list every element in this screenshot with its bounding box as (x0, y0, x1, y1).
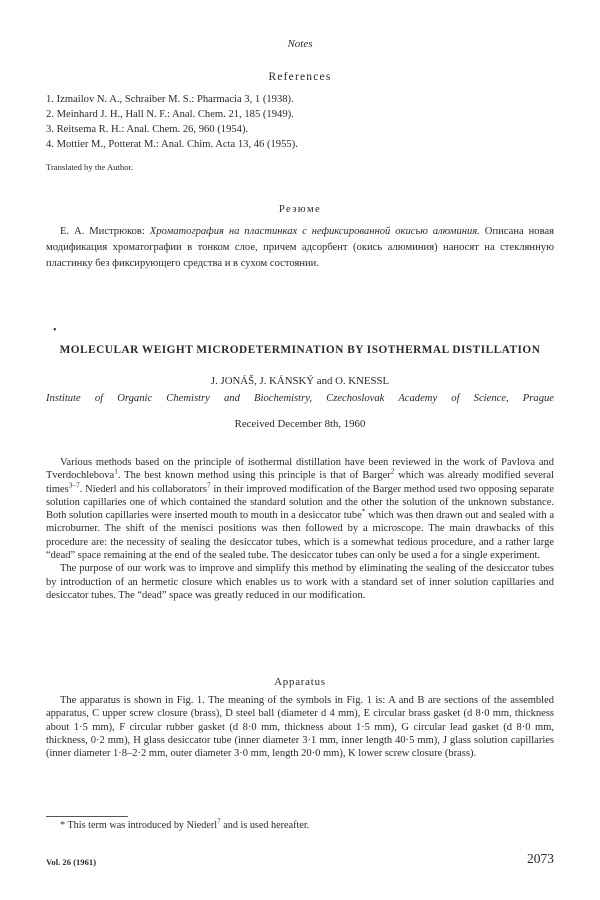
article-body (46, 456, 554, 602)
footnote: * This term was introduced by Niederl$^7$ and is used hereafter. (60, 817, 310, 831)
stray-mark: • (53, 325, 57, 336)
references-heading: References (268, 71, 332, 83)
footnote-divider (46, 816, 128, 817)
paragraph-1: Various methods based on the principle of isothermal distillation have been reviewed in the work of Pavlova and Tverdochlebova$^1$. The best known method using this principle is that of Barger$^2$ which was already modified several times$^{3-7}$. Niederl and his collaborators$^7$ in their improved modification of the Barger method used two opposing separate solution capillaries one of which contained the standard solution and the other the solution of the unknown substance. Both solution capillaries were inserted mouth to mouth in a desiccator tube* which was then drawn out and sealed with a microburner. The shift of the menisci positions was then followed by a microscope. The main drawbacks of this procedure are: the necessity of sealing the desiccator tubes, which is a somewhat tedious procedure, and a rather large “dead” space remaining at the end of the sealed tube. The desiccator tubes can only be used a for a single experiment. (46, 457, 555, 562)
references-list (46, 92, 554, 152)
received-date: Received December 8th, 1960 (234, 418, 366, 430)
translation-note: Translated by the Author. (46, 162, 134, 172)
article-institute: Institute of Organic Chemistry and Biochemistry, Czechoslovak Academy of Science, Prague (46, 393, 554, 404)
apparatus-paragraph: The apparatus is shown in Fig. 1. The meaning of the symbols in Fig. 1 is: A and B are sections of the assembled apparatus, C upper screw closure (brass), D steel ball (diameter d 4 mm), E circular brass gasket (d 8·0 mm, thickness about 1·5 mm), F circular rubber gasket (d 8·0 mm, thickness about 1·5 mm), G circular lead gasket (d 8·0 mm, thickness, 0·2 mm), H glass desiccator tube (inner diameter 3·1 mm, inner length 40·5 mm), J glass solution capillaries (inner diameter 1·8–2·2 mm, outer diameter 3·0 mm, length 20·0 mm), K lower screw closure (brass). (46, 695, 554, 760)
paragraph-2: The purpose of our work was to improve and simplify this method by eliminating the sealing of the desiccator tubes by introduction of an hermetic closure which enables us to work with a standard set of inner solution capillaries and desiccator tubes. The “dead” space was greatly reduced in our modification. (46, 563, 554, 601)
running-head: Notes (287, 38, 313, 50)
resume-author: Е. А. Мистрюков: (60, 226, 145, 237)
resume-body: Описана новая модификация хроматографии в тонком слое, причем адсорбент (окись алюминия) наносят на стеклянную пластинку без фиксирующего средства и в сухом состоянии. (46, 226, 555, 269)
reference-item: 4. Mottier M., Potterat M.: Anal. Chim. Acta 13, 46 (1955). (46, 139, 298, 150)
apparatus-heading: Apparatus (274, 676, 326, 688)
page-number: 2073 (527, 851, 554, 866)
article-title: MOLECULAR WEIGHT MICRODETERMINATION BY ISOTHERMAL DISTILLATION (59, 344, 541, 356)
volume-info: Vol. 26 (1961) (46, 857, 97, 867)
resume-heading: Резюме (278, 204, 322, 215)
article-authors: J. JONÁŠ, J. KÁNSKÝ and O. KNESSL (210, 375, 390, 387)
resume-title: Хроматография на пластинках с нефиксированной окисью алюминия. (149, 226, 480, 237)
reference-item: 1. Izmailov N. A., Schraiber M. S.: Pharmacia 3, 1 (1938). (46, 94, 294, 105)
resume-text (46, 224, 554, 272)
reference-item: 3. Reitsema R. H.: Anal. Chem. 26, 960 (1954). (46, 124, 249, 135)
reference-item: 2. Meinhard J. H., Hall N. F.: Anal. Chem. 21, 185 (1949). (46, 109, 294, 120)
